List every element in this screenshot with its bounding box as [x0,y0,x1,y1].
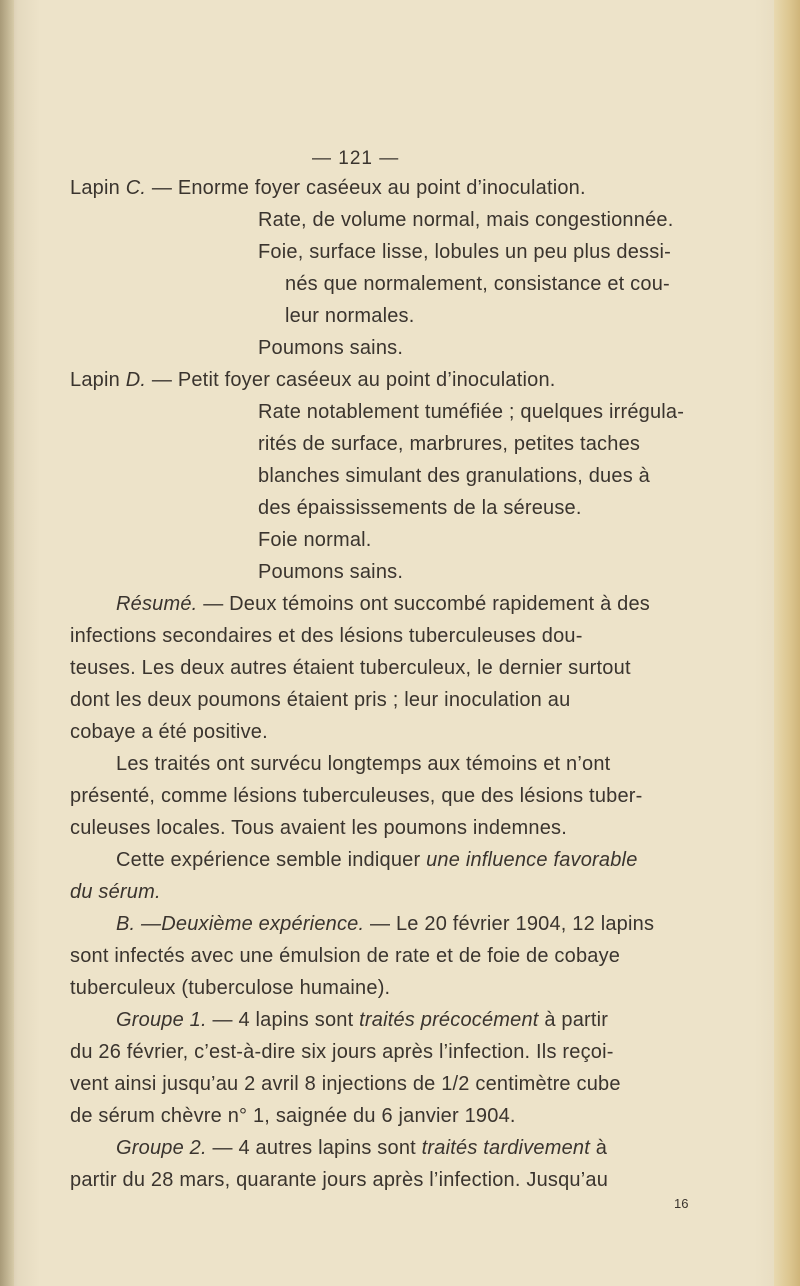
text-line: partir du 28 mars, quarante jours après l’infection. Jusqu’au [70,1169,609,1191]
text-line: du 26 février, c’est-à-dire six jours après l’infection. Ils reçoi- [70,1041,614,1063]
section-b-heading [116,912,654,936]
text-line: vent ainsi jusqu’au 2 avril 8 injections de 1/2 centimètre cube [70,1073,621,1095]
text-line: tuberculeux (tuberculose humaine). [70,977,391,999]
text-line: nés que normalement, consistance et cou- [285,273,670,295]
groupe-emphasis: traités précocément [359,1009,539,1031]
text-line: teuses. Les deux autres étaient tuberculeux, le dernier surtout [70,657,631,679]
conclusion-emphasis: du sérum. [70,881,161,903]
groupe-text: à [589,1137,608,1159]
text-line: Foie normal. [258,529,372,551]
text-line: présenté, comme lésions tuberculeuses, que des lésions tuber- [70,785,643,807]
text-line: Poumons sains. [258,561,404,583]
conclusion-line [70,880,161,904]
lapin-label: Lapin [70,177,126,199]
groupe-text: — 4 lapins sont [206,1009,360,1031]
lapin-letter: C. [125,177,147,199]
signature-mark: 16 [674,1196,689,1211]
section-b-text: — Le 20 février 1904, 12 lapins [364,913,655,935]
resume-first-line [116,592,650,616]
lapin-d-heading [70,368,556,392]
text-line: culeuses locales. Tous avaient les poumons indemnes. [70,817,567,839]
text-line: Rate, de volume normal, mais congestionnée. [258,209,674,231]
page-right-edge [774,0,800,1286]
groupe-text: à partir [538,1009,609,1031]
text-line: dont les deux poumons étaient pris ; leur inoculation au [70,689,571,711]
page-number: — 121 — [312,148,400,169]
text-line: Rate notablement tuméfiée ; quelques irrégula- [258,401,685,423]
text-line: infections secondaires et des lésions tuberculeuses dou- [70,625,583,647]
section-b-label: B. —Deuxième expérience. [116,913,365,935]
text-line: sont infectés avec une émulsion de rate et de foie de cobaye [70,945,621,967]
text-line: de sérum chèvre n° 1, saignée du 6 janvier 1904. [70,1105,516,1127]
text-line: des épaississements de la séreuse. [258,497,582,519]
text-line: rités de surface, marbrures, petites taches [258,433,641,455]
conclusion-line [116,848,638,872]
groupe-emphasis: traités tardivement [421,1137,590,1159]
lapin-label: Lapin [70,369,126,391]
text-line: Poumons sains. [258,337,404,359]
text-line: blanches simulant des granulations, dues à [258,465,650,487]
lapin-d-text: — Petit foyer caséeux au point d’inoculation. [146,369,556,391]
groupe-label: Groupe 2. [116,1137,207,1159]
lapin-letter: D. [125,369,147,391]
groupe-2-heading [116,1136,607,1160]
text-line: cobaye a été positive. [70,721,268,743]
text-line: Les traités ont survécu longtemps aux témoins et n’ont [116,753,611,775]
text-line: leur normales. [285,305,415,327]
lapin-c-heading [70,176,586,200]
resume-text: — Deux témoins ont succombé rapidement à des [197,593,650,615]
text-line: Foie, surface lisse, lobules un peu plus dessi- [258,241,671,263]
conclusion-emphasis: une influence favorable [426,849,638,871]
groupe-label: Groupe 1. [116,1009,207,1031]
conclusion-text: Cette expérience semble indiquer [116,849,427,871]
groupe-1-heading [116,1008,608,1032]
groupe-text: — 4 autres lapins sont [206,1137,422,1159]
resume-label: Résumé. [116,593,198,615]
lapin-c-text: — Enorme foyer caséeux au point d’inoculation. [146,177,586,199]
page-left-shadow [0,0,14,1286]
